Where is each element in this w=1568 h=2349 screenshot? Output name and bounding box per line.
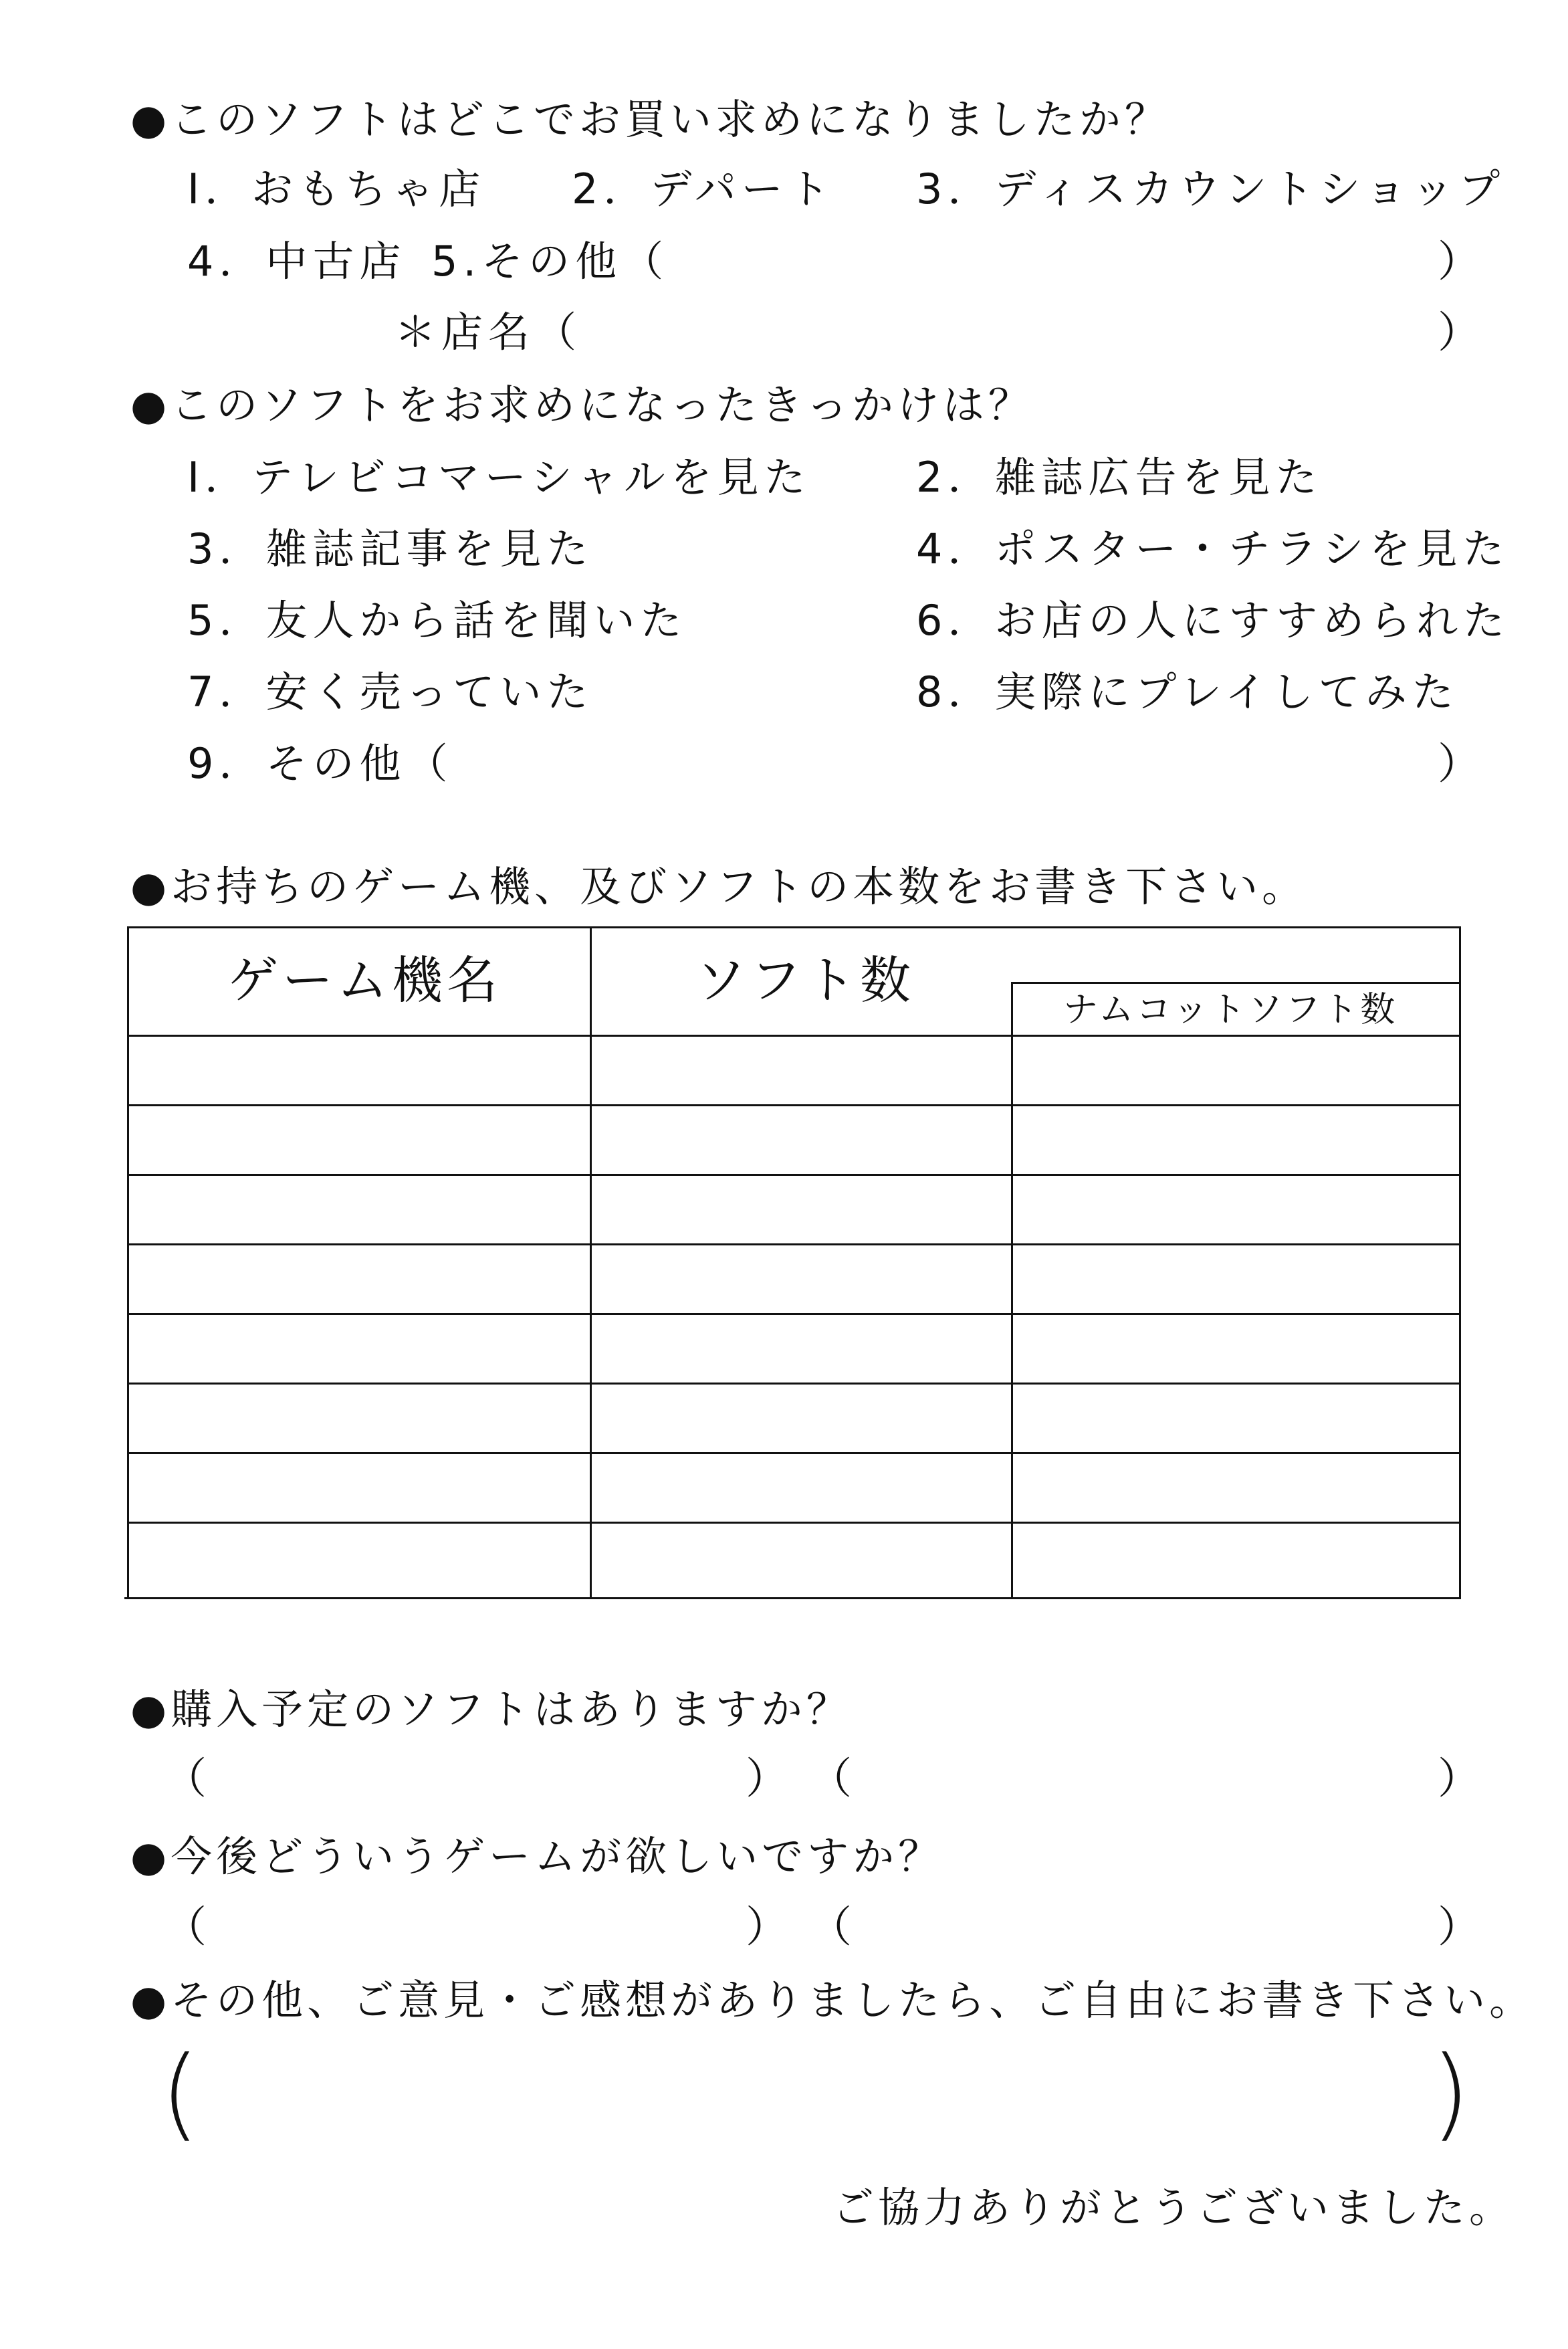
table-header-console-name: ゲーム機名 (227, 950, 501, 1010)
question-desired-games: ●今後どういうゲームが欲しいですか？ (130, 1832, 944, 1881)
close-paren: ） (746, 1903, 788, 1952)
close-paren: ） (1438, 308, 1480, 358)
option-tv-commercial: I．テレビコマーシャルを見た (187, 453, 811, 502)
option-played: 8．実際にプレイしてみた (916, 668, 1459, 716)
open-paren: （ (809, 1754, 852, 1804)
close-paren: ） (1438, 740, 1480, 789)
option-other: 5.その他（ (431, 237, 669, 286)
option-discount-shop: 3．ディスカウントショップ (916, 165, 1506, 213)
close-paren: ） (1438, 1754, 1480, 1804)
software-count-cell[interactable] (592, 1037, 1011, 1104)
console-name-cell[interactable] (129, 1037, 590, 1104)
close-paren: ) (1431, 2035, 1470, 2152)
close-paren: ） (746, 1754, 788, 1804)
question-comments: ●その他、ご意見・ご感想がありましたら、ご自由にお書き下さい。 (130, 1976, 1535, 2025)
question-purchase-reason: ●このソフトをお求めになったきっかけは？ (130, 381, 1034, 429)
option-friend: 5．友人から話を聞いた (187, 596, 687, 645)
closing-thanks: ご協力ありがとうございました。 (832, 2183, 1515, 2232)
table-header-software-count: ソフト数 (695, 950, 915, 1010)
close-paren: ） (1438, 237, 1480, 287)
option-other: 9．その他（ (187, 739, 453, 788)
option-store-staff: 6．お店の人にすすめられた (916, 596, 1510, 645)
close-paren: ） (1438, 1903, 1480, 1952)
option-cheap: 7．安く売っていた (187, 668, 594, 716)
option-department-store: 2．デパート (572, 165, 835, 213)
shop-name-label: ＊店名（ (395, 308, 582, 356)
option-magazine-article: 3．雑誌記事を見た (187, 524, 594, 573)
question-purchase-place: ●このソフトはどこでお買い求めになりましたか？ (130, 95, 1170, 144)
open-paren: （ (164, 1754, 207, 1804)
table-header-namcot-count: ナムコットソフト数 (1063, 990, 1398, 1030)
question-planned-purchase: ●購入予定のソフトはありますか？ (130, 1685, 852, 1734)
open-paren: ( (160, 2035, 200, 2152)
option-toy-store: I．おもちゃ店 (187, 165, 486, 213)
namcot-count-cell[interactable] (1013, 1037, 1459, 1104)
option-poster-flyer: 4．ポスター・チラシを見た (916, 524, 1510, 573)
question-owned-consoles: ●お持ちのゲーム機、及びソフトの本数をお書き下さい。 (130, 862, 1308, 911)
option-magazine-ad: 2．雑誌広告を見た (916, 453, 1323, 502)
open-paren: （ (164, 1903, 207, 1952)
open-paren: （ (809, 1903, 852, 1952)
option-used-store: 4．中古店 (187, 237, 407, 286)
